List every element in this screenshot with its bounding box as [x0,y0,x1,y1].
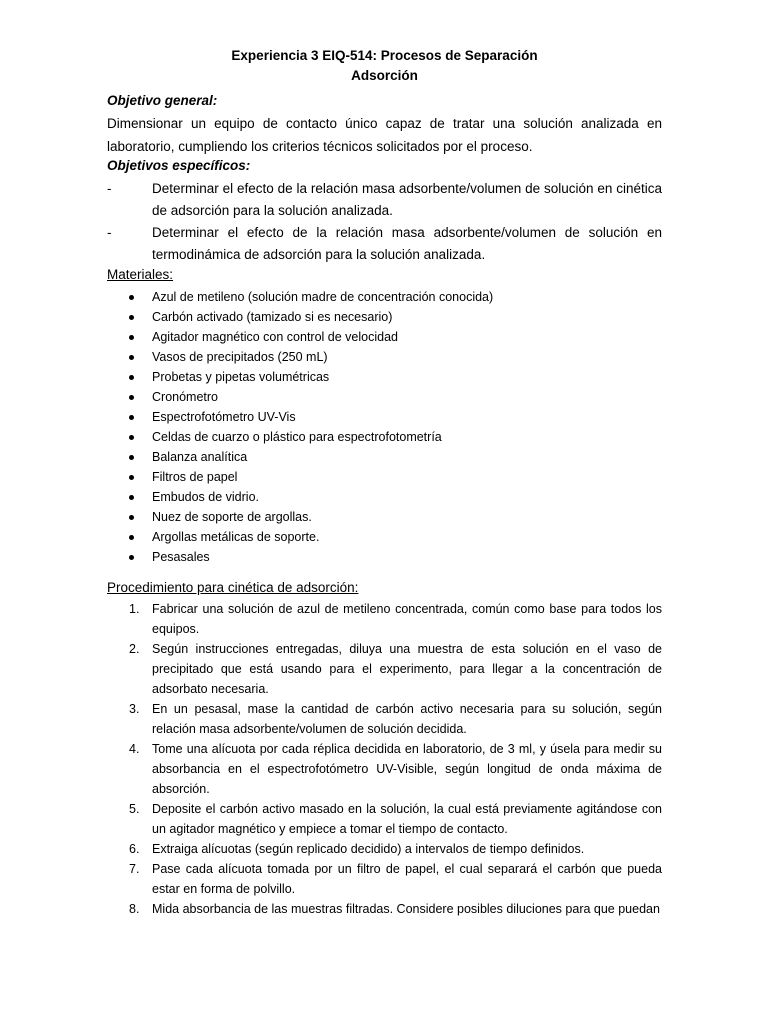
list-item [107,287,662,307]
material-label: Vasos de precipitados (250 mL) [152,350,328,364]
list-item [107,507,662,527]
bullet-icon [129,515,134,520]
step-text: Pase cada alícuota tomada por un filtro de papel, el cual separará el carbón que pueda estar en forma de polvillo. [152,862,662,896]
list-item [107,307,662,327]
material-label: Pesasales [152,550,210,564]
list-item [107,387,662,407]
procedure-step [107,899,662,919]
bullet-icon [129,295,134,300]
material-label: Celdas de cuarzo o plástico para espectrofotometría [152,430,442,444]
step-number: 6. [129,842,140,856]
step-number: 2. [129,642,140,656]
objetivo-especifico-text: Determinar el efecto de la relación masa adsorbente/volumen de solución en termodinámica de adsorción para la solución analizada. [152,225,662,262]
bullet-icon [129,335,134,340]
list-item [107,407,662,427]
bullet-icon [129,495,134,500]
objetivo-general-text: Dimensionar un equipo de contacto único capaz de tratar una solución analizada en laboratorio, cumpliendo los criterios técnicos solicitados por el proceso. [107,116,662,154]
list-item [107,347,662,367]
list-item [107,467,662,487]
step-text: En un pesasal, mase la cantidad de carbón activo necesaria para su solución, según relación masa adsorbente/volumen de solución decidida. [152,702,662,736]
document-subtitle: Adsorción [351,68,418,83]
procedure-step [107,639,662,699]
step-number: 1. [129,602,140,616]
step-text: Según instrucciones entregadas, diluya una muestra de esta solución en el vaso de precipitado que está usando para el experimento, para llegar a la concentración de adsorbato necesaria. [152,642,662,696]
procedure-step [107,799,662,839]
procedimiento-heading: Procedimiento para cinética de adsorción: [107,580,359,595]
step-number: 3. [129,702,140,716]
materiales-heading: Materiales: [107,267,174,282]
material-label: Probetas y pipetas volumétricas [152,370,330,384]
step-text: Fabricar una solución de azul de metileno concentrada, común como base para todos los equipos. [152,602,662,636]
list-item [107,427,662,447]
list-item [107,447,662,467]
bullet-icon [129,395,134,400]
list-item [107,547,662,567]
procedimiento-steps [107,599,662,919]
procedure-step [107,599,662,639]
step-number: 5. [129,802,140,816]
bullet-icon [129,475,134,480]
objetivo-general-heading: Objetivo general: [107,93,218,108]
bullet-icon [129,415,134,420]
bullet-icon [129,375,134,380]
objetivo-especifico-text: Determinar el efecto de la relación masa adsorbente/volumen de solución en cinética de adsorción para la solución analizada. [152,181,662,218]
step-number: 7. [129,862,140,876]
list-item [107,367,662,387]
bullet-icon [129,555,134,560]
bullet-icon [129,435,134,440]
material-label: Carbón activado (tamizado si es necesario) [152,310,393,324]
step-text: Tome una alícuota por cada réplica decidida en laboratorio, de 3 ml, y úsela para medir su absorbancia en el espectrofotómetro UV-Visible, según longitud de onda máxima de absorción. [152,742,662,796]
material-label: Espectrofotómetro UV-Vis [152,410,296,424]
step-number: 8. [129,902,140,916]
bullet-icon [129,535,134,540]
dash-marker: - [107,181,112,196]
bullet-icon [129,315,134,320]
material-label: Nuez de soporte de argollas. [152,510,312,524]
materiales-list [107,287,662,567]
material-label: Agitador magnético con control de velocidad [152,330,398,344]
objetivos-especificos-heading: Objetivos específicos: [107,158,251,173]
step-text: Extraiga alícuotas (según replicado decidido) a intervalos de tiempo definidos. [152,842,585,856]
procedure-step [107,859,662,899]
procedure-step [107,839,662,859]
procedure-step [107,739,662,799]
list-item [107,487,662,507]
step-text: Deposite el carbón activo masado en la solución, la cual está previamente agitándose con un agitador magnético y empiece a tomar el tiempo de contacto. [152,802,662,836]
step-number: 4. [129,742,140,756]
list-item [107,527,662,547]
procedure-step [107,699,662,739]
bullet-icon [129,455,134,460]
material-label: Balanza analítica [152,450,248,464]
material-label: Cronómetro [152,390,218,404]
bullet-icon [129,355,134,360]
document-title: Experiencia 3 EIQ-514: Procesos de Separación [231,48,538,63]
dash-marker: - [107,225,112,240]
material-label: Argollas metálicas de soporte. [152,530,320,544]
step-text: Mida absorbancia de las muestras filtradas. Considere posibles diluciones para que puedan [152,902,660,916]
list-item [107,327,662,347]
material-label: Filtros de papel [152,470,238,484]
material-label: Embudos de vidrio. [152,490,260,504]
material-label: Azul de metileno (solución madre de concentración conocida) [152,290,494,304]
